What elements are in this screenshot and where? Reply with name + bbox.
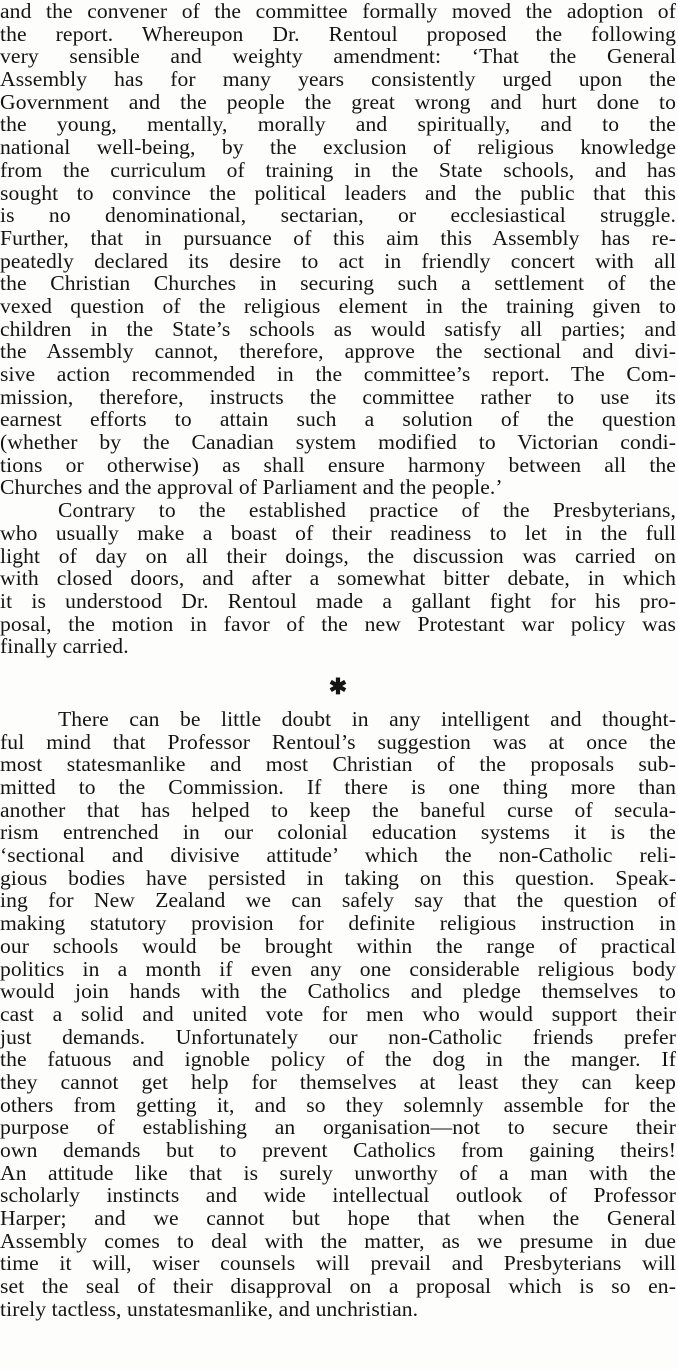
text-line: the Assembly cannot, therefore, approve the sectional and divi-: [0, 339, 676, 364]
text-line: would join hands with the Catholics and pledge themselves to: [0, 979, 676, 1004]
text-line: time it will, wiser counsels will prevail and Presbyterians will: [0, 1251, 676, 1276]
text-line: others from getting it, and so they solemnly assemble for the: [0, 1092, 676, 1117]
text-line: the Christian Churches in securing such a settlement of the: [0, 271, 676, 296]
text-line: our schools would be brought within the range of practical: [0, 933, 676, 958]
text-line: rism entrenched in our colonial education systems it is the: [0, 820, 676, 845]
text-line: purpose of establishing an organisation—not to secure their: [0, 1115, 676, 1140]
text-line: from the curriculum of training in the State schools, and has: [0, 157, 676, 182]
text-line: politics in a month if even any one considerable religious body: [0, 956, 676, 981]
text-line: Government and the people the great wrong and hurt done to: [0, 89, 676, 114]
text-line: An attitude like that is surely unworthy of a man with the: [0, 1160, 676, 1185]
text-line: children in the State’s schools as would satisfy all parties; and: [0, 316, 676, 341]
text-line: gious bodies have persisted in taking on this question. Speak-: [0, 865, 676, 890]
text-line: tions or otherwise) as shall ensure harmony between all the: [0, 452, 676, 477]
text-line: the fatuous and ignoble policy of the dog in the manger. If: [0, 1047, 676, 1072]
text-line: There can be little doubt in any intelligent and thought-: [58, 706, 676, 731]
text-line: they cannot get help for themselves at least they can keep: [0, 1069, 676, 1094]
text-line: ‘sectional and divisive attitude’ which the non-Catholic reli-: [0, 843, 676, 868]
text-line: ful mind that Professor Rentoul’s suggestion was at once the: [0, 729, 676, 754]
text-line: posal, the motion in favor of the new Protestant war policy was: [0, 611, 676, 636]
text-line: Assembly comes to deal with the matter, as we presume in due: [0, 1228, 676, 1253]
text-line: the report. Whereupon Dr. Rentoul proposed the following: [0, 21, 676, 46]
text-line: just demands. Unfortunately our non-Catholic friends prefer: [0, 1024, 676, 1049]
text-line: it is understood Dr. Rentoul made a gallant fight for his pro-: [0, 588, 676, 613]
text-line: Further, that in pursuance of this aim this Assembly has re-: [0, 225, 676, 250]
text-line: is no denominational, sectarian, or ecclesiastical struggle.: [0, 203, 676, 228]
text-line: the young, mentally, morally and spiritually, and to the: [0, 112, 676, 137]
text-line: own demands but to prevent Catholics from gaining theirs!: [0, 1138, 676, 1162]
section-separator-asterisk: ✱: [328, 673, 348, 699]
text-line: most statesmanlike and most Christian of the proposals sub-: [0, 752, 676, 777]
text-line: another that has helped to keep the baneful curse of secula-: [0, 797, 676, 822]
text-line: tirely tactless, unstatesmanlike, and unchristian.: [0, 1296, 419, 1321]
text-line: scholarly instincts and wide intellectual outlook of Professor: [0, 1183, 676, 1208]
text-line: vexed question of the religious element in the training given to: [0, 293, 676, 318]
text-line: Contrary to the established practice of the Presbyterians,: [58, 498, 676, 523]
text-line: Assembly has for many years consistently urged upon the: [0, 67, 676, 92]
text-line: very sensible and weighty amendment: ‘That the General: [0, 44, 676, 69]
text-line: cast a solid and united vote for men who would support their: [0, 1001, 676, 1026]
text-line: (whether by the Canadian system modified to Victorian condi-: [0, 430, 676, 455]
paragraph-commentary: [0, 708, 676, 1321]
text-line: peatedly declared its desire to act in friendly concert with all: [0, 248, 676, 273]
text-line: ing for New Zealand we can safely say that the question of: [0, 888, 676, 913]
text-line: mission, therefore, instructs the committee rather to use its: [0, 384, 676, 409]
text-line: Harper; and we cannot but hope that when the General: [0, 1206, 676, 1231]
text-line: making statutory provision for definite religious instruction in: [0, 911, 676, 936]
text-line: sought to convince the political leaders and the public that this: [0, 180, 676, 205]
text-line: mitted to the Commission. If there is one thing more than: [0, 775, 676, 799]
text-line: set the seal of their disapproval on a proposal which is so en-: [0, 1274, 676, 1299]
text-line: finally carried.: [0, 634, 129, 659]
text-line: sive action recommended in the committee’s report. The Com-: [0, 362, 676, 386]
paragraph-amendment: [0, 0, 676, 499]
text-line: earnest efforts to attain such a solution of the question: [0, 407, 676, 432]
text-line: who usually make a boast of their readiness to let in the full: [0, 520, 676, 545]
text-line: national well-being, by the exclusion of religious knowledge: [0, 135, 676, 160]
text-line: with closed doors, and after a somewhat bitter debate, in which: [0, 566, 676, 591]
text-line: Churches and the approval of Parliament and the people.’: [0, 475, 503, 500]
paragraph-closed-doors: [0, 499, 676, 658]
text-line: and the convener of the committee formally moved the adoption of: [0, 0, 676, 23]
text-line: light of day on all their doings, the discussion was carried on: [0, 543, 676, 568]
